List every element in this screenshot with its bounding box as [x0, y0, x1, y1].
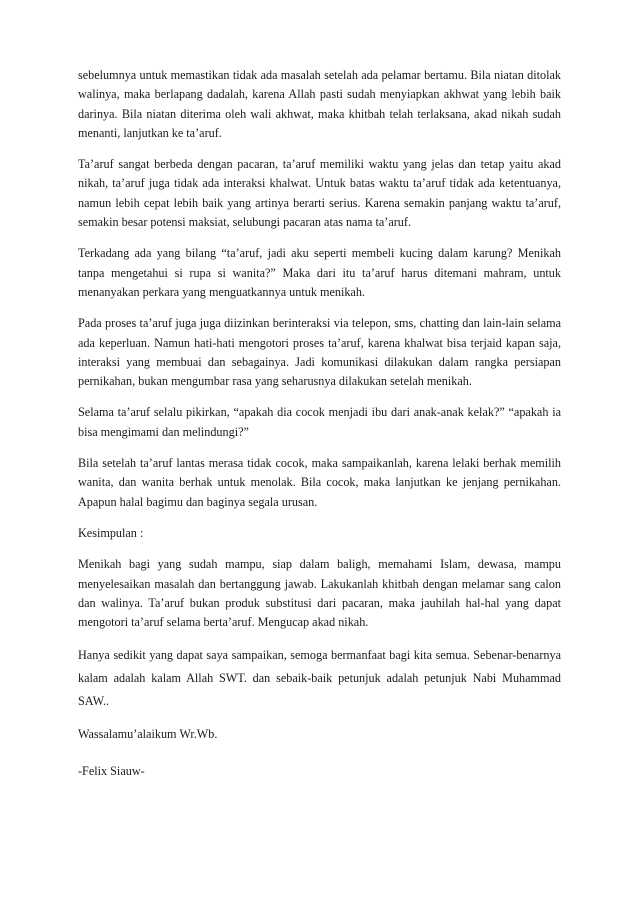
paragraph-tidak-cocok: Bila setelah ta’aruf lantas merasa tidak cocok, maka sampaikanlah, karena lelaki berhak memilih wanita, dan wanita berhak untuk menolak. Bila cocok, maka lanjutkan ke jenjang pernikahan. Apapun halal bagimu dan baginya segala urusan.	[78, 456, 561, 509]
closing-salam: Wassalamu’alaikum Wr.Wb.	[78, 727, 218, 742]
paragraph-interaksi: Pada proses ta’aruf juga juga diizinkan berinteraksi via telepon, sms, chatting dan lain-lain selama ada keperluan. Namun hati-hati mengotori proses ta’aruf, karena khalwat bisa terjaid kapan saja, interaksi yang membuai dan sebagainya. Jadi komunikasi dilakukan dalam rangka persiapan pernikahan, bukan mengumbar rasa yang seharusnya dilakukan setelah menikah.	[78, 316, 561, 389]
paragraph-membeli-kucing: Terkadang ada yang bilang “ta’aruf, jadi aku seperti membeli kucing dalam karung? Menikah tanpa mengetahui si rupa si wanita?” Maka dari itu ta’aruf harus ditemani mahram, untuk menanyakan perkara yang menguatkannya untuk menikah.	[78, 246, 561, 299]
heading-kesimpulan: Kesimpulan :	[78, 525, 144, 540]
paragraph-taaruf-vs-pacaran: Ta’aruf sangat berbeda dengan pacaran, ta’aruf memiliki waktu yang jelas dan tetap yaitu akad nikah, ta’aruf juga tidak ada interaksi khalwat. Untuk batas waktu ta’aruf tidak ada ketentuanya, namun lebih cepat lebih baik yang artinya berarti serius. Karena semakin panjang waktu ta’aruf, semakin besar potensi maksiat, selubungi pacaran atas nama ta’aruf.	[78, 157, 561, 230]
paragraph-pikirkan: Selama ta’aruf selalu pikirkan, “apakah dia cocok menjadi ibu dari anak-anak kelak?” “apakah ia bisa mengimami dan melindungi?”	[78, 405, 561, 439]
paragraph-penutup: Hanya sedikit yang dapat saya sampaikan, semoga bermanfaat bagi kita semua. Sebenar-benarnya kalam adalah kalam Allah SWT. dan sebaik-baik petunjuk adalah petunjuk Nabi Muhammad SAW..	[78, 648, 561, 709]
paragraph-khitbah: sebelumnya untuk memastikan tidak ada masalah setelah ada pelamar bertamu. Bila niatan ditolak walinya, maka berlapang dadalah, karena Allah pasti sudah menyiapkan akhwat yang lebih baik darinya. Bila niatan diterima oleh wali akhwat, maka khitbah telah terlaksana, akad nikah sudah menanti, lanjutkan ke ta’aruf.	[78, 68, 561, 140]
document-page	[78, 66, 561, 781]
paragraph-kesimpulan: Menikah bagi yang sudah mampu, siap dalam baligh, memahami Islam, dewasa, mampu menyelesaikan masalah dan bertanggung jawab. Lakukanlah khitbah dengan melamar sang calon dan walinya. Ta’aruf bukan produk substitusi dari pacaran, maka jauhilah hal-hal yang dapat mengotori ta’aruf selama berta’aruf. Mengucap akad nikah.	[78, 557, 561, 630]
author-signature: -Felix Siauw-	[78, 763, 145, 778]
